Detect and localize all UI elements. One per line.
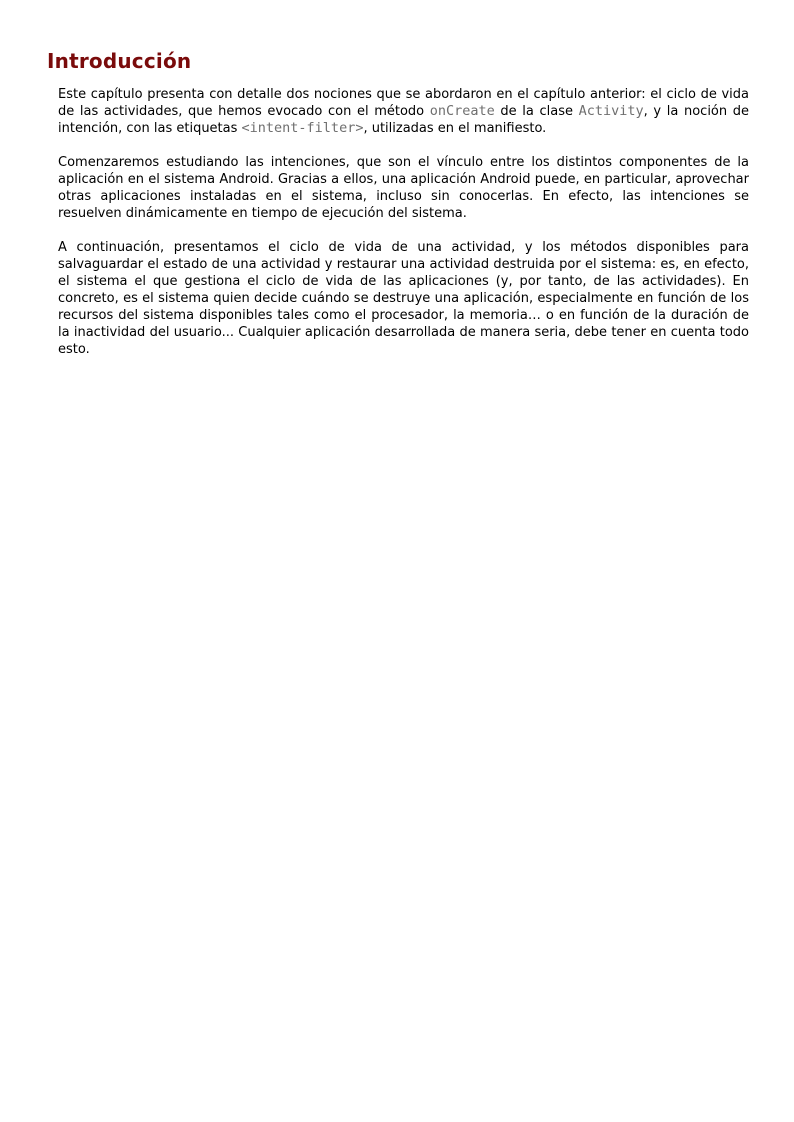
paragraph-3: A continuación, presentamos el ciclo de vida de una actividad, y los métodos disponibles para salvaguardar el estado de una actividad y restaurar una actividad destruida por el sistema: es, en efecto, el sistema el que gestiona el ciclo de vida de las aplicaciones (y, por tanto, de las actividades). En concreto, es el sistema quien decide cuándo se destruye una aplicación, especialmente en función de los recursos del sistema disponibles tales como el procesador, la memoria… o en función de la duración de la inactividad del usuario... Cualquier aplicación desarrollada de manera seria, debe tener en cuenta todo esto. bbox=[58, 240, 749, 357]
code-intent-filter: <intent-filter> bbox=[241, 120, 364, 136]
code-oncreate: onCreate bbox=[429, 103, 495, 119]
paragraph-1-text-c: , y la noción de intención, con las etiquetas bbox=[58, 104, 749, 136]
paragraph-1-text-a: Este capítulo presenta con detalle dos nociones que se abordaron en el capítulo anterior: el ciclo de vida de las actividades, que hemos evocado con el método bbox=[58, 87, 749, 119]
code-activity: Activity bbox=[578, 103, 644, 119]
paragraph-1-text-d: , utilizadas en el manifiesto. bbox=[363, 121, 547, 136]
paragraph-1 bbox=[58, 86, 749, 137]
paragraph-2: Comenzaremos estudiando las intenciones, que son el vínculo entre los distintos componentes de la aplicación en el sistema Android. Gracias a ellos, una aplicación Android puede, en particular, aprovechar otras aplicaciones instaladas en el sistema, incluso sin conocerlas. En efecto, las intenciones se resuelven dinámicamente en tiempo de ejecución del sistema. bbox=[58, 155, 749, 221]
paragraph-1-text-b: de la clase bbox=[494, 104, 579, 119]
body-text bbox=[58, 86, 749, 375]
page-title: Introducción bbox=[47, 49, 192, 73]
